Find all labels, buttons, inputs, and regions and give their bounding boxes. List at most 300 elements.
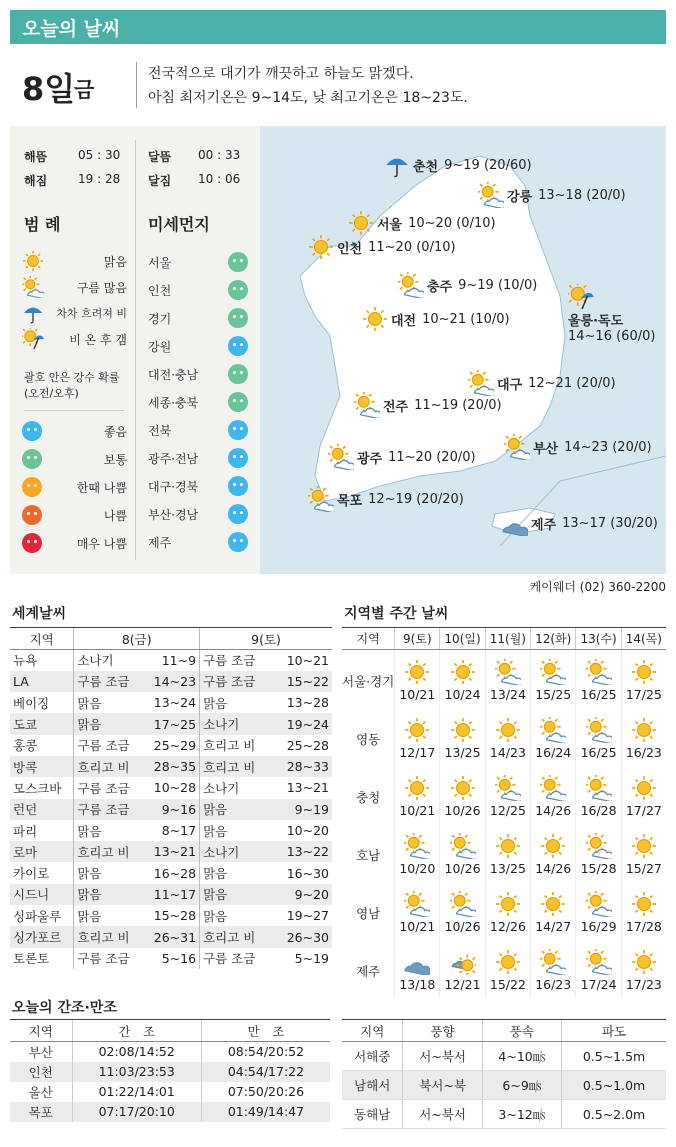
legend-label: 좋음: [103, 424, 127, 439]
table-row: [10, 926, 332, 947]
legend-item: [22, 274, 127, 300]
day-temp: 16/23: [535, 977, 572, 992]
legend-label: 차차 흐려져 비: [56, 307, 127, 320]
face-icon: [22, 449, 42, 469]
table-cell: 런던: [10, 799, 74, 820]
table-cell: 10~21: [286, 652, 329, 668]
moonset-time: 10 : 06: [198, 172, 241, 186]
day-temp: 14/26: [535, 861, 572, 876]
dust-region: [148, 304, 248, 332]
city-forecast: [348, 210, 496, 236]
cloud-sun-icon: [540, 717, 566, 743]
legend-label: 한때 나쁨: [76, 480, 127, 495]
table-cell: 구름 조금: [74, 671, 134, 692]
day-temp: 10/21: [399, 919, 436, 934]
city-temp: 11~20 (0/10): [368, 239, 456, 255]
day-forecast: [531, 766, 576, 824]
date-weekday: 금: [74, 78, 95, 102]
table-row: [10, 1102, 330, 1122]
table-cell: 맑음: [74, 713, 134, 734]
table-row: [10, 671, 332, 692]
page-title: 오늘의 날씨: [10, 10, 666, 44]
legend-label: 나쁨: [103, 508, 127, 523]
face-icon: [228, 280, 248, 300]
table-cell: 맑음: [74, 692, 134, 713]
table-cell: 13~28: [286, 695, 329, 711]
day-forecast: [395, 708, 440, 766]
table-cell: 8~17: [161, 823, 197, 839]
table-cell: 부산: [28, 1044, 53, 1060]
sun-icon: [631, 775, 657, 801]
city-forecast: [384, 152, 532, 178]
day-forecast: [576, 766, 621, 824]
legend-label: 보통: [103, 452, 127, 467]
table-cell: 17~25: [134, 713, 200, 734]
table-row: [10, 884, 332, 905]
dust-region-name: 세종·충북: [148, 395, 199, 410]
sun-icon: [450, 659, 476, 685]
sunrise-time: 05 : 30: [78, 148, 121, 162]
table-row: [10, 948, 332, 969]
day-forecast: [395, 882, 440, 940]
table-cell: 토론토: [13, 951, 50, 967]
world-weather-table: [10, 627, 332, 969]
table-cell: 소나기: [200, 841, 259, 862]
day-temp: 16/25: [580, 687, 617, 703]
table-cell: 구름 조금: [74, 799, 134, 820]
table-cell: 9~20: [258, 884, 332, 905]
day-temp: 17/25: [625, 687, 662, 703]
dust-region-name: 경기: [148, 311, 172, 326]
cloud-sun-icon: [540, 775, 566, 801]
table-cell: 구름 조금: [200, 671, 259, 692]
day-temp: 16/29: [580, 919, 617, 934]
sun-icon: [631, 717, 657, 743]
dust-region-name: 인천: [148, 283, 172, 298]
table-cell: 25~28: [286, 737, 329, 753]
cloud-sun-icon: [404, 891, 430, 917]
region-name: 영남: [356, 905, 381, 921]
day-forecast: [531, 940, 576, 998]
cloud-sun-icon: [495, 775, 521, 801]
table-cell: 28~35: [134, 756, 200, 777]
summary-line: 전국적으로 대기가 깨끗하고 하늘도 맑겠다.: [148, 66, 414, 82]
sun-icon: [22, 250, 44, 272]
table-cell: 구름 조금: [200, 948, 259, 969]
city-temp: 11~19 (20/0): [414, 397, 502, 413]
day-forecast: [576, 882, 621, 940]
face-icon: [228, 252, 248, 272]
city-temp: 9~19 (20/60): [444, 157, 532, 173]
sun-icon: [450, 717, 476, 743]
day-forecast: [621, 766, 666, 824]
col-header: 9(토): [395, 628, 440, 650]
city-temp: 10~21 (10/0): [422, 311, 510, 327]
day-temp: 13/18: [399, 977, 436, 992]
date-day: 8일: [22, 70, 76, 108]
legend-face-item: [22, 502, 127, 528]
legend-item: [22, 248, 127, 274]
day-temp: 14/26: [535, 803, 572, 818]
table-cell: 28~33: [258, 756, 332, 777]
table-cell: 26~30: [258, 926, 332, 947]
city-temp: 11~20 (20/0): [388, 449, 476, 465]
table-cell: 구름 조금: [74, 777, 134, 798]
table-cell: 싱파울루: [13, 908, 62, 924]
day-forecast: [485, 824, 530, 882]
sunset-time: 19 : 28: [78, 172, 121, 186]
cloud-sun-icon: [308, 486, 334, 512]
col-header: 14(목): [621, 628, 666, 650]
day-forecast: [395, 940, 440, 998]
cloud-icon: [502, 510, 528, 536]
day-temp: 17/23: [625, 977, 662, 992]
table-row: [10, 1042, 330, 1062]
dust-region-name: 대전·충남: [148, 367, 199, 382]
sun-icon: [404, 659, 430, 685]
cloud-sun-icon: [586, 659, 612, 685]
day-temp: 16/23: [625, 745, 662, 760]
table-cell: 0.5~1.0m: [562, 1071, 666, 1100]
table-cell: 흐리고 비: [74, 756, 134, 777]
day-temp: 13/25: [444, 745, 481, 760]
umbrella-icon: [22, 302, 44, 324]
umbrella-icon: [384, 152, 410, 178]
table-cell: 맑음: [200, 692, 259, 713]
day-temp: 10/24: [444, 687, 481, 703]
table-cell: 맑음: [200, 820, 259, 841]
legend-label: 매우 나쁨: [76, 536, 127, 551]
cloud-sun-icon: [22, 276, 44, 298]
day-forecast: [531, 882, 576, 940]
table-cell: 맑음: [74, 862, 134, 883]
table-row: [342, 1071, 666, 1100]
sun-icon: [450, 775, 476, 801]
cloud-icon: [404, 949, 430, 975]
table-cell: 흐리고 비: [200, 926, 259, 947]
face-icon: [228, 336, 248, 356]
day-temp: 12/17: [399, 745, 436, 760]
col-header: 지역: [342, 628, 395, 650]
weekly-weather-title: 지역별 주간 날씨: [344, 606, 449, 622]
table-cell: 11:03/23:53: [72, 1062, 201, 1082]
day-forecast: [440, 650, 485, 708]
face-icon: [228, 364, 248, 384]
city-forecast: [308, 234, 456, 260]
col-header: 10(일): [440, 628, 485, 650]
dust-region: [148, 248, 248, 276]
face-icon: [228, 504, 248, 524]
legend-note: 괄호 안은 강수 확률 (오전/오후): [24, 371, 120, 400]
table-row: [10, 650, 332, 671]
table-cell: 맑음: [200, 862, 259, 883]
col-header: 8(금): [74, 628, 200, 650]
table-cell: 카이로: [13, 866, 50, 882]
day-forecast: [621, 650, 666, 708]
table-cell: 소나기: [74, 650, 134, 671]
sun-icon: [631, 891, 657, 917]
table-cell: 흐리고 비: [200, 756, 259, 777]
day-temp: 12/26: [489, 919, 526, 934]
day-forecast: [576, 650, 621, 708]
table-cell: 15~28: [153, 908, 197, 924]
dust-region-name: 제주: [148, 535, 172, 550]
city-temp: 9~19 (10/0): [458, 277, 538, 293]
table-row: [10, 1062, 330, 1082]
dust-region-name: 대구·경북: [148, 479, 199, 494]
cloud-sun-icon: [540, 949, 566, 975]
city-name: 대구: [497, 377, 523, 393]
day-temp: 14/27: [535, 919, 572, 934]
table-cell: 19~24: [258, 713, 332, 734]
col-header: 지역: [10, 1020, 72, 1042]
cloud-sun-icon: [495, 659, 521, 685]
table-cell: 5~19: [294, 950, 329, 966]
legend-label: 맑음: [103, 254, 127, 269]
table-cell: 흐리고 비: [74, 841, 134, 862]
day-temp: 16/24: [535, 745, 572, 760]
cloud-sun-icon: [404, 833, 430, 859]
cloud-sun-icon: [450, 833, 476, 859]
day-forecast: [485, 650, 530, 708]
sun-icon: [348, 210, 374, 236]
city-temp: 12~19 (20/20): [368, 491, 464, 507]
day-temp: 10/26: [444, 919, 481, 934]
tide-title: 오늘의 간조·만조: [12, 1000, 117, 1016]
table-row: [10, 735, 332, 756]
legend-label: 구름 많음: [76, 280, 127, 295]
table-cell: 13~22: [258, 841, 332, 862]
dust-region: [148, 388, 248, 416]
day-forecast: [440, 766, 485, 824]
table-row: [342, 708, 666, 766]
divider: [135, 140, 136, 560]
cloud-sun-icon: [328, 444, 354, 470]
source-credit: 케이웨더 (02) 360-2200: [529, 580, 666, 594]
day-temp: 16/28: [580, 803, 617, 818]
table-row: [10, 905, 332, 926]
table-cell: 서해중: [342, 1042, 403, 1071]
day-temp: 17/28: [625, 919, 662, 934]
day-temp: 12/21: [444, 977, 481, 992]
sunrise-label: 해뜸: [24, 150, 48, 164]
legend-face-item: [22, 418, 127, 444]
table-cell: 맑음: [74, 884, 134, 905]
table-cell: 맑음: [200, 799, 259, 820]
table-row: [10, 820, 332, 841]
table-cell: 맑음: [74, 905, 134, 926]
day-forecast: [621, 708, 666, 766]
table-row: [10, 713, 332, 734]
day-temp: 15/28: [580, 861, 617, 876]
sun-icon: [631, 659, 657, 685]
dust-region-name: 서울: [148, 255, 172, 270]
face-icon: [228, 532, 248, 552]
day-forecast: [621, 824, 666, 882]
dust-region: [148, 360, 248, 388]
divider: [136, 62, 137, 108]
table-cell: 11~17: [134, 884, 200, 905]
table-cell: 싱가포르: [10, 926, 74, 947]
dust-region: [148, 444, 248, 472]
table-cell: 0.5~2.0m: [562, 1100, 666, 1129]
city-forecast: [362, 306, 510, 332]
dust-region: [148, 472, 248, 500]
moonrise-time: 00 : 33: [198, 148, 241, 162]
city-temp: 13~17 (30/20): [562, 515, 658, 531]
table-cell: 맑음: [200, 884, 259, 905]
divider: [24, 410, 124, 411]
face-icon: [228, 420, 248, 440]
city-forecast: [328, 444, 476, 470]
city-name: 전주: [383, 399, 409, 415]
table-cell: 3~12㎧: [482, 1100, 561, 1129]
table-row: [342, 882, 666, 940]
region-name: 서울·경기: [342, 673, 395, 689]
dust-region-name: 강원: [148, 339, 172, 354]
table-cell: 11~9: [161, 652, 197, 668]
table-cell: 소나기: [200, 777, 259, 798]
col-header: 11(월): [485, 628, 530, 650]
table-cell: 동해남: [342, 1100, 403, 1129]
dust-region: [148, 332, 248, 360]
city-forecast: [354, 392, 502, 418]
legend-face-item: [22, 474, 127, 500]
table-cell: 08:54/20:52: [201, 1042, 330, 1062]
dust-region: [148, 416, 248, 444]
day-forecast: [621, 882, 666, 940]
table-cell: 인천: [10, 1062, 72, 1082]
table-cell: 26~31: [134, 926, 200, 947]
city-name: 광주: [357, 451, 383, 467]
table-cell: 북서~북: [403, 1071, 482, 1100]
face-icon: [22, 505, 42, 525]
day-temp: 10/20: [399, 861, 436, 876]
table-cell: 01:22/14:01: [72, 1082, 201, 1102]
day-forecast: [621, 940, 666, 998]
dust-region: [148, 528, 248, 556]
legend-title: 범 례: [24, 215, 61, 234]
day-temp: 15/22: [489, 977, 526, 992]
day-forecast: [395, 766, 440, 824]
sun-icon: [495, 891, 521, 917]
table-cell: 01:49/14:47: [201, 1102, 330, 1122]
sun-icon: [404, 717, 430, 743]
city-forecast: [398, 272, 537, 298]
cloud-sun-icon: [478, 182, 504, 208]
rain-clear-icon: [568, 284, 594, 310]
cloud-sun-icon: [586, 833, 612, 859]
day-temp: 10/21: [399, 803, 436, 818]
table-cell: 구름 조금: [200, 650, 259, 671]
table-row: [342, 940, 666, 998]
day-forecast: [576, 824, 621, 882]
cloud-sun-icon: [540, 659, 566, 685]
day-temp: 13/25: [489, 861, 526, 876]
dust-region-name: 전북: [148, 423, 172, 438]
rain-clear-icon: [22, 328, 44, 350]
cloud-sun-icon: [586, 717, 612, 743]
table-row: [342, 1042, 666, 1071]
city-name: 강릉: [507, 189, 533, 205]
table-cell: 파리: [13, 823, 38, 839]
table-cell: 14~23: [134, 671, 200, 692]
legend-face-item: [22, 530, 127, 556]
city-forecast: [308, 486, 464, 512]
col-header: 만 조: [201, 1020, 330, 1042]
weather-summary: [148, 62, 658, 110]
table-cell: 흐리고 비: [200, 735, 259, 756]
face-icon: [228, 392, 248, 412]
table-cell: 15~22: [258, 671, 332, 692]
table-cell: 0.5~1.5m: [562, 1042, 666, 1071]
table-cell: 로마: [10, 841, 74, 862]
table-row: [10, 692, 332, 713]
table-cell: 10~28: [153, 780, 197, 796]
moonrise-label: 달뜸: [148, 150, 172, 164]
table-cell: 16~28: [153, 865, 197, 881]
col-header: 지역: [342, 1020, 403, 1042]
cloud-sun-icon: [504, 434, 530, 460]
dust-region-name: 부산·경남: [148, 507, 199, 522]
sea-table: [342, 1019, 666, 1129]
table-cell: 07:17/20:10: [72, 1102, 201, 1122]
face-icon: [228, 476, 248, 496]
city-temp: 13~18 (20/0): [538, 187, 626, 203]
cloud-sun-icon: [586, 775, 612, 801]
table-cell: 구름 조금: [74, 735, 134, 756]
city-forecast: [568, 284, 655, 344]
day-forecast: [485, 940, 530, 998]
city-name: 서울: [377, 217, 403, 233]
sun-icon: [404, 775, 430, 801]
table-cell: 도쿄: [10, 713, 74, 734]
table-cell: 홍콩: [13, 738, 38, 754]
col-header: 풍속: [482, 1020, 561, 1042]
table-cell: 소나기: [200, 713, 259, 734]
table-row: [10, 799, 332, 820]
sun-icon: [540, 891, 566, 917]
day-temp: 15/27: [625, 861, 662, 876]
city-forecast: [502, 510, 658, 536]
city-name: 대전: [391, 313, 417, 329]
col-header: 12(화): [531, 628, 576, 650]
city-name: 부산: [533, 441, 559, 457]
face-icon: [228, 308, 248, 328]
table-cell: 흐리고 비: [74, 926, 134, 947]
table-cell: 16~30: [286, 865, 329, 881]
region-name: 호남: [356, 847, 381, 863]
city-forecast: [478, 182, 626, 208]
table-cell: 방콕: [10, 756, 74, 777]
col-header: 풍향: [403, 1020, 482, 1042]
day-forecast: [440, 940, 485, 998]
weekly-weather-table: [342, 627, 666, 998]
table-cell: 02:08/14:52: [72, 1042, 201, 1062]
table-cell: 맑음: [200, 905, 259, 926]
city-temp: 14~16 (60/0): [568, 329, 656, 344]
cloud-sun-icon: [586, 891, 612, 917]
city-name: 울릉·독도: [568, 314, 624, 329]
sun-icon: [631, 949, 657, 975]
day-temp: 13/24: [489, 687, 526, 703]
table-cell: 베이징: [13, 695, 50, 711]
table-cell: 25~29: [153, 737, 197, 753]
col-header: 간 조: [72, 1020, 201, 1042]
day-temp: 10/26: [444, 861, 481, 876]
city-name: 제주: [531, 517, 557, 533]
moonset-label: 달짐: [148, 174, 172, 188]
